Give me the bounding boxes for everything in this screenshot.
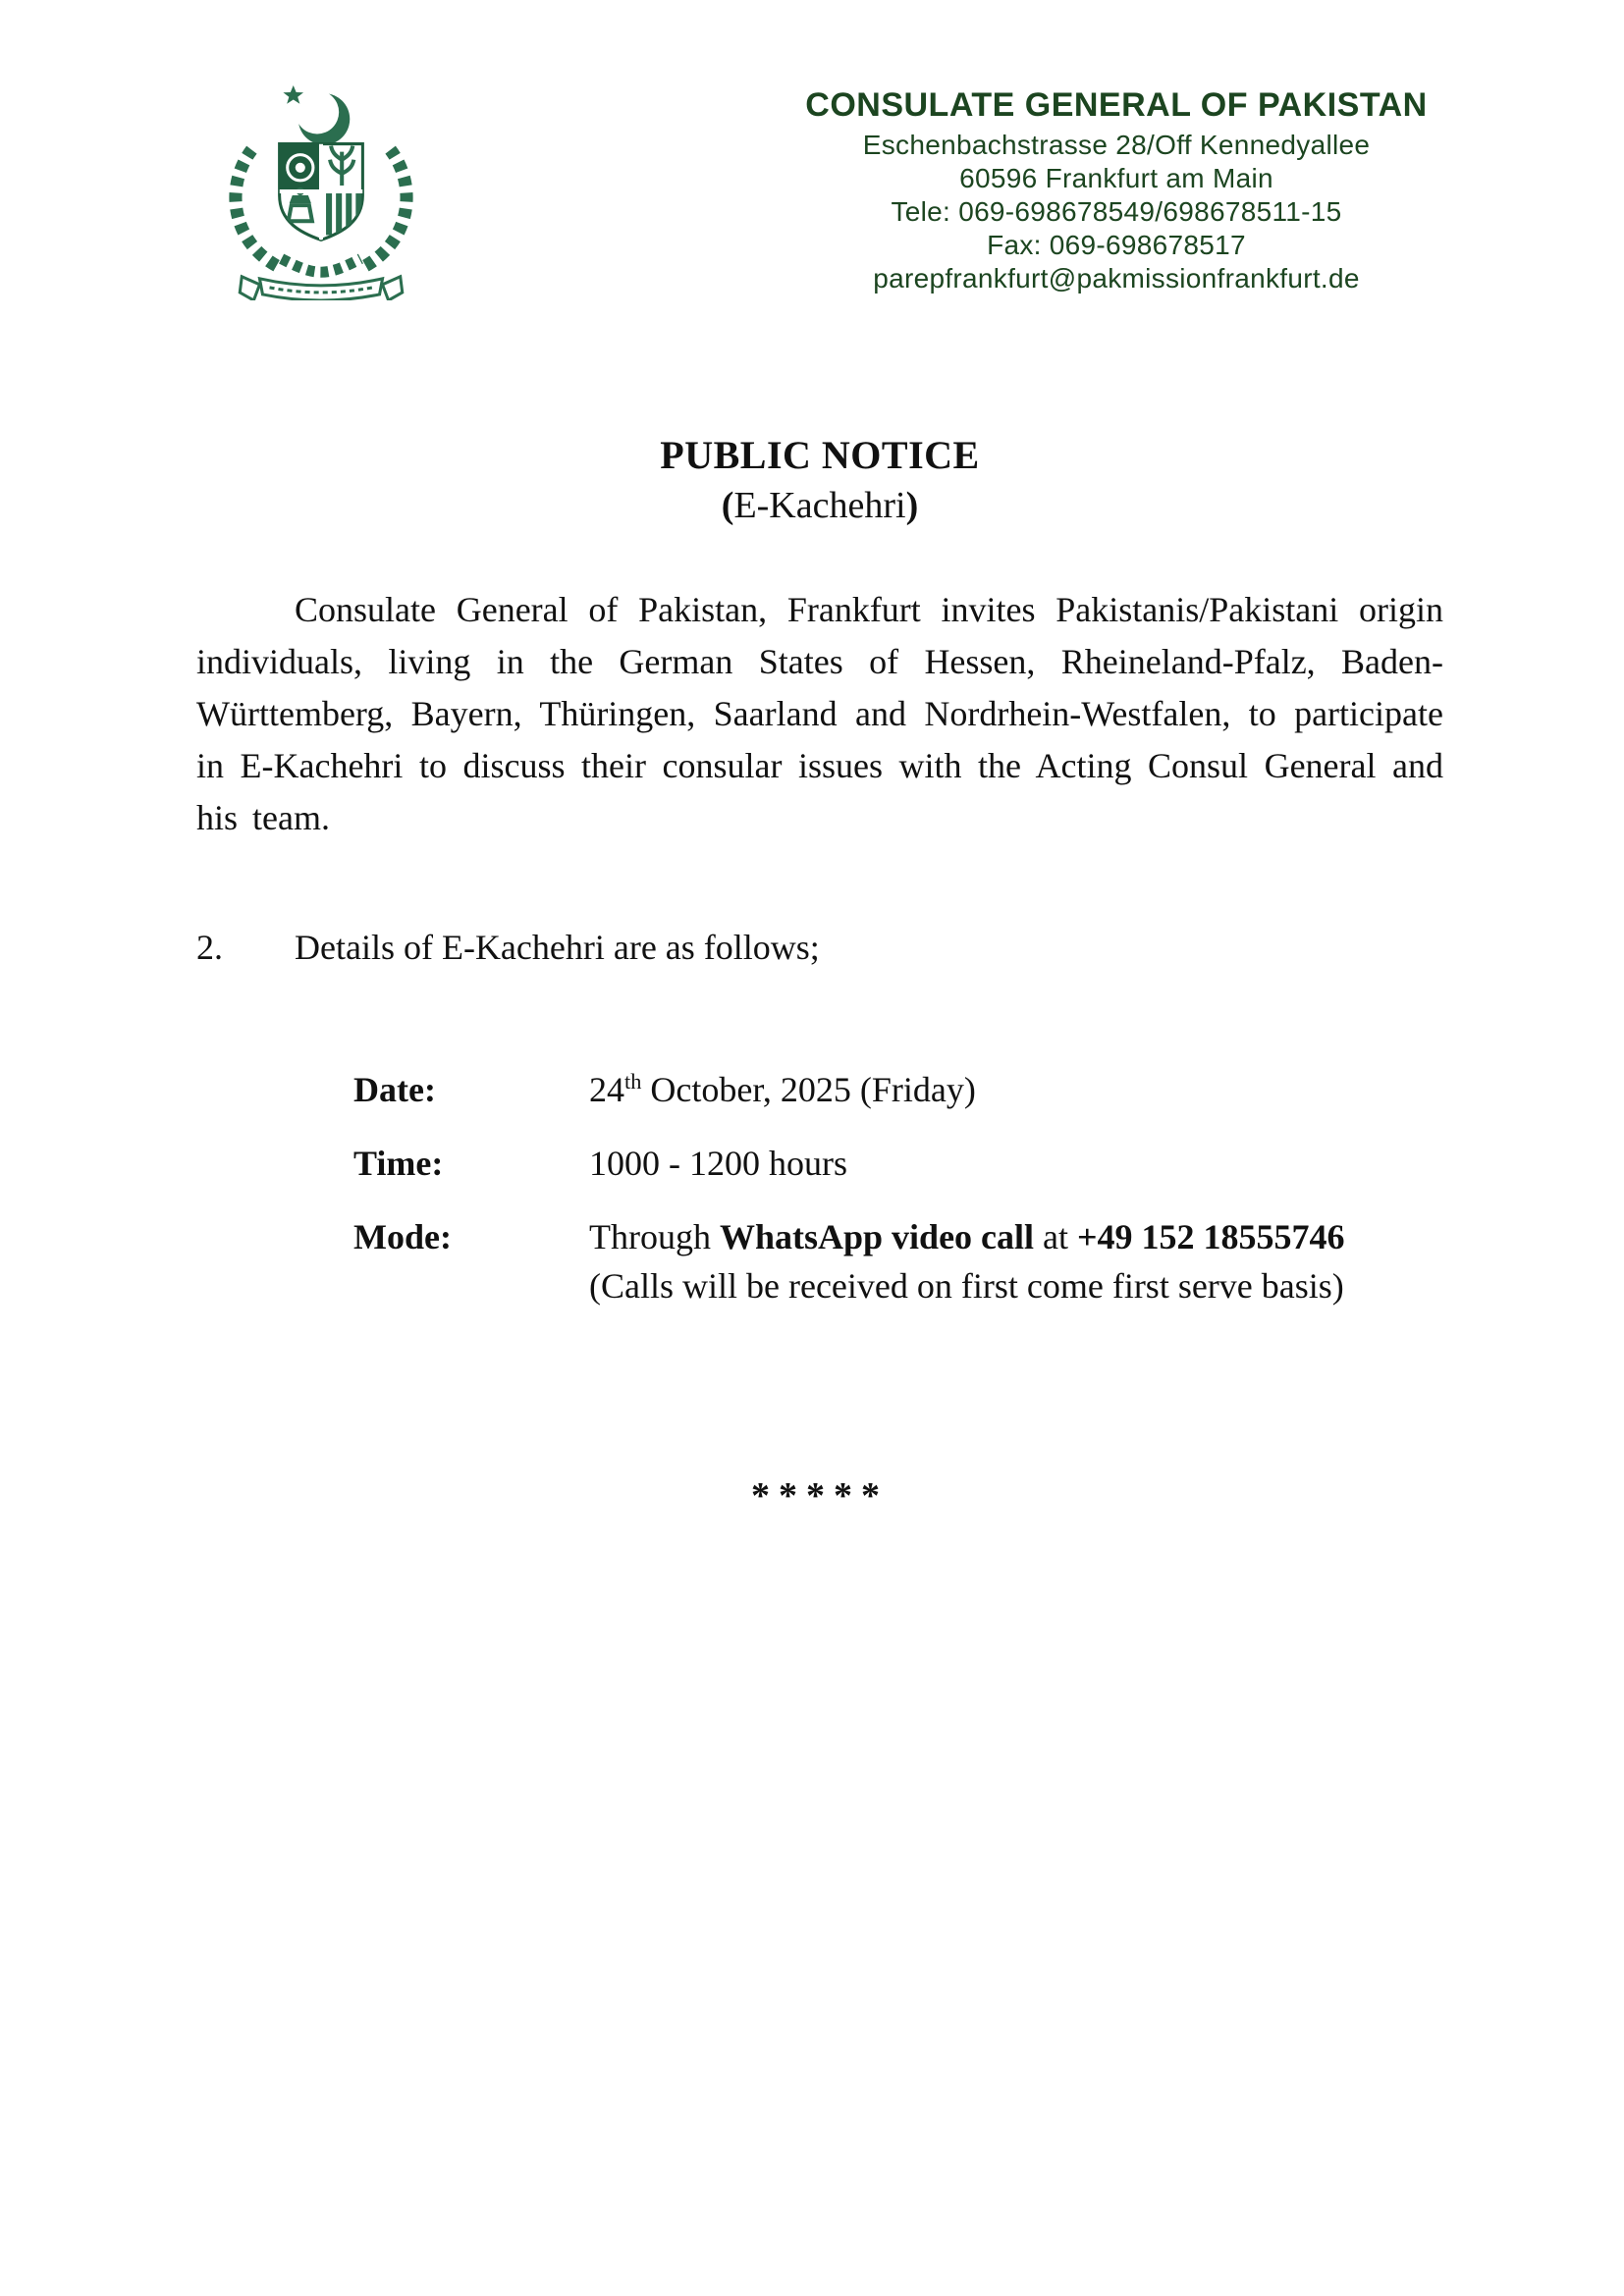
item-2-number: 2. — [196, 928, 223, 967]
mode-value — [589, 1214, 1443, 1312]
mode-line — [589, 1214, 1443, 1260]
date-day: 24 — [589, 1070, 624, 1109]
details-table — [353, 1067, 1443, 1312]
phone-line: Tele: 069-698678549/698678511-15 — [891, 196, 1342, 227]
end-of-notice-stars: ***** — [751, 1475, 889, 1517]
address-city: 60596 Frankfurt am Main — [959, 163, 1273, 193]
subtitle-open-paren: ( — [721, 485, 734, 526]
mode-prefix: Through — [589, 1217, 720, 1256]
time-label: Time: — [353, 1144, 444, 1183]
subtitle-close-paren: ) — [905, 485, 919, 526]
mode-phone-number: +49 152 18555746 — [1077, 1217, 1345, 1256]
fax-line: Fax: 069-698678517 — [987, 230, 1246, 260]
address-street: Eschenbachstrasse 28/Off Kennedyallee — [862, 130, 1371, 160]
date-label: Date: — [353, 1070, 436, 1109]
notice-subtitle — [196, 484, 1443, 527]
date-value — [589, 1067, 1443, 1113]
org-name: CONSULATE GENERAL OF PAKISTAN — [805, 86, 1428, 124]
mode-label: Mode: — [353, 1217, 452, 1256]
email-line: parepfrankfurt@pakmissionfrankfurt.de — [873, 263, 1360, 294]
mode-note: (Calls will be received on first come first serve basis) — [589, 1266, 1344, 1306]
intro-paragraph: Consulate General of Pakistan, Frankfurt invites Pakistanis/Pakistani origin individuals, living in the German States of Hessen, Rheineland-Pfalz, Baden-Württemberg, Bayern, Thüringen, Saarland and Nordrhein-Westfalen, to participate in E-Kachehri to discuss their consular issues with the Acting Consul General and his team. — [196, 590, 1443, 837]
date-rest: October, 2025 (Friday) — [641, 1070, 976, 1109]
notice-title: PUBLIC NOTICE — [660, 433, 980, 477]
subtitle-text: E-Kachehri — [733, 485, 906, 526]
mode-mid: at — [1034, 1217, 1078, 1256]
item-2-text: Details of E-Kachehri are as follows; — [295, 928, 820, 967]
mode-whatsapp-text: WhatsApp video call — [719, 1217, 1035, 1256]
item-2-line — [196, 925, 1443, 971]
notice-body — [196, 0, 1443, 1518]
date-ordinal-suffix: th — [624, 1069, 642, 1094]
time-value: 1000 - 1200 hours — [589, 1144, 847, 1183]
